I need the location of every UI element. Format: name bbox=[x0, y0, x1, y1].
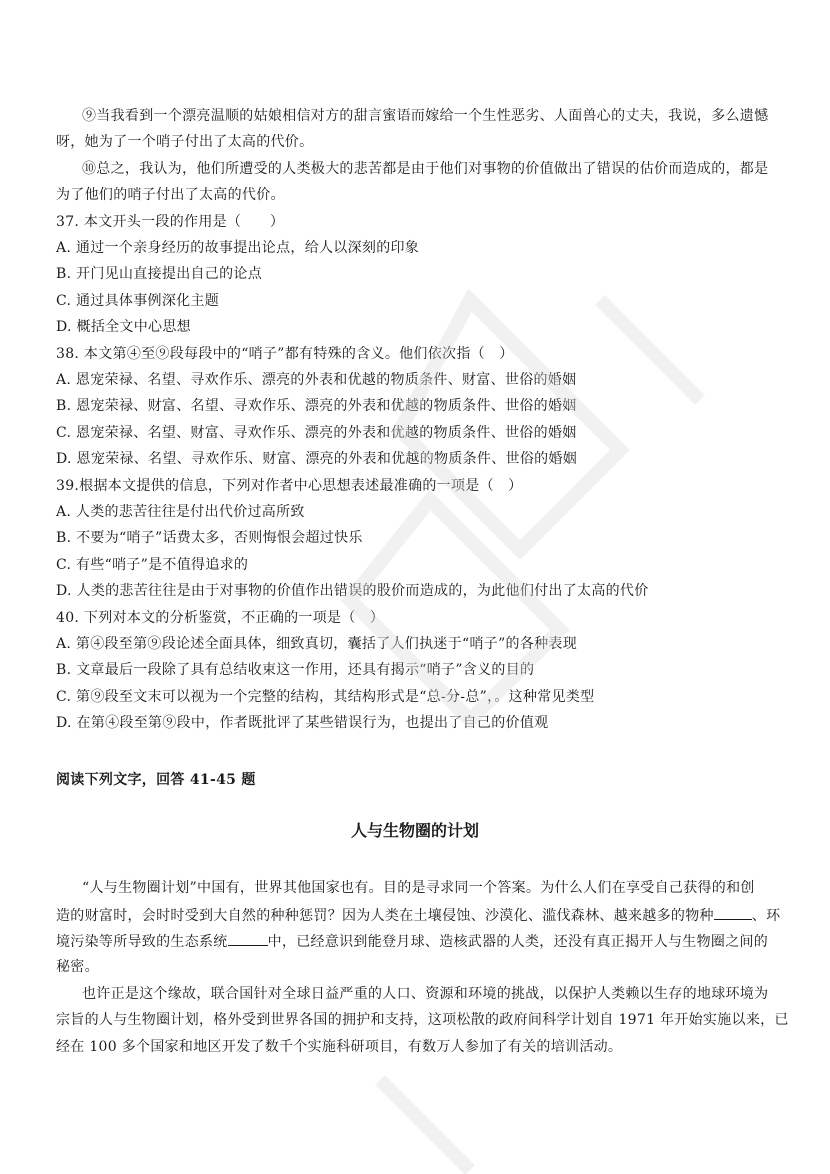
question-39-option-c: C. 有些“哨子”是不值得追求的 bbox=[56, 557, 249, 573]
question-39-option-d: D. 人类的悲苦往往是由于对事物的价值作出错误的股价而造成的，为此他们付出了太高的代价 bbox=[56, 583, 649, 599]
question-37-option-d: D. 概括全文中心思想 bbox=[56, 319, 191, 335]
article-p1-line-2-tail: 、环 bbox=[751, 908, 781, 924]
question-40-option-b: B. 文章最后一段除了具有总结收束这一作用，还具有揭示“哨子”含义的目的 bbox=[56, 662, 535, 678]
question-39-option-a: A. 人类的悲苦往往是付出代价过高所致 bbox=[56, 504, 305, 520]
article-p1-line-3 bbox=[56, 931, 768, 952]
question-39-stem: 39.根据本文提供的信息，下列对作者中心思想表述最准确的一项是（ ） bbox=[56, 478, 523, 494]
article-p1-line-3-tail: 中，已经意识到能登月球、造核武器的人类，还没有真正揭开人与生物圈之间的 bbox=[267, 934, 769, 950]
question-39-option-b: B. 不要为“哨子”话费太多，否则悔恨会超过快乐 bbox=[56, 530, 363, 546]
article-p1-line-2 bbox=[56, 905, 780, 926]
question-40-option-d: D. 在第④段至第⑨段中，作者既批评了某些错误行为，也提出了自己的价值观 bbox=[56, 715, 549, 731]
article-p1-line-1: “人与生物圈计划”中国有，世界其他国家也有。目的是寻求同一个答案。为什么人们在享受自己获得的和创 bbox=[82, 880, 755, 896]
fill-blank-1[interactable] bbox=[714, 905, 752, 920]
question-38-option-d: D. 恩宠荣禄、名望、寻欢作乐、财富、漂亮的外表和优越的物质条件、世俗的婚姻 bbox=[56, 451, 578, 467]
question-37-option-a: A. 通过一个亲身经历的故事提出论点，给人以深刻的印象 bbox=[56, 240, 420, 256]
section-heading: 阅读下列文字，回答 41-45 题 bbox=[56, 772, 256, 788]
paragraph-10-line-2: 为了他们的哨子付出了太高的代价。 bbox=[56, 187, 285, 203]
article-p2-line-1: 也许正是这个缘故，联合国针对全球日益严重的人口、资源和环境的挑战，以保护人类赖以生存的地球环境为 bbox=[82, 986, 769, 1002]
question-40-option-c: C. 第⑨段至文末可以视为一个完整的结构，其结构形式是“总-分-总”，。这种常见类型 bbox=[56, 689, 595, 705]
article-p1-line-2-text: 造的财富时，会时时受到大自然的种种惩罚？因为人类在土壤侵蚀、沙漠化、滥伐森林、越来越多的物种 bbox=[56, 908, 714, 924]
paragraph-9-line-1: ⑨当我看到一个漂亮温顺的姑娘相信对方的甜言蜜语而嫁给一个生性恶劣、人面兽心的丈夫，我说，多么遗憾 bbox=[82, 108, 769, 124]
paragraph-9-line-2: 呀，她为了一个哨子付出了太高的代价。 bbox=[56, 134, 314, 150]
question-38-option-a: A. 恩宠荣禄、名望、寻欢作乐、漂亮的外表和优越的物质条件、财富、世俗的婚姻 bbox=[56, 372, 577, 388]
article-p1-line-4: 秘密。 bbox=[56, 959, 99, 975]
fill-blank-2[interactable] bbox=[228, 931, 268, 946]
question-37-option-b: B. 开门见山直接提出自己的论点 bbox=[56, 266, 262, 282]
question-37-option-c: C. 通过具体事例深化主题 bbox=[56, 293, 220, 309]
paragraph-10-line-1: ⑩总之，我认为，他们所遭受的人类极大的悲苦都是由于他们对事物的价值做出了错误的估价而造成的，都是 bbox=[82, 161, 769, 177]
question-38-stem: 38. 本文第④至⑨段每段中的“哨子”都有特殊的含义。他们依次指（ ） bbox=[56, 346, 514, 362]
question-40-option-a: A. 第④段至第⑨段论述全面具体，细致真切，囊括了人们执迷于“哨子”的各种表现 bbox=[56, 636, 578, 652]
article-p2-line-2: 宗旨的人与生物圈计划，格外受到世界各国的拥护和支持，这项松散的政府间科学计划自 1971 年开始实施以来，已 bbox=[56, 1012, 789, 1028]
question-38-option-c: C. 恩宠荣禄、名望、财富、寻欢作乐、漂亮的外表和优越的物质条件、世俗的婚姻 bbox=[56, 425, 577, 441]
article-p1-line-3-text: 境污染等所导致的生态系统 bbox=[56, 934, 228, 950]
article-p2-line-3: 经在 100 多个国家和地区开发了数千个实施科研项目，有数万人参加了有关的培训活动。 bbox=[56, 1039, 623, 1055]
question-40-stem: 40. 下列对本文的分析鉴赏，不正确的一项是（ ） bbox=[56, 610, 385, 626]
question-38-option-b: B. 恩宠荣禄、财富、名望、寻欢作乐、漂亮的外表和优越的物质条件、世俗的婚姻 bbox=[56, 398, 577, 414]
article-title: 人与生物圈的计划 bbox=[350, 821, 479, 840]
question-37-stem: 37. 本文开头一段的作用是（ ） bbox=[56, 214, 285, 230]
